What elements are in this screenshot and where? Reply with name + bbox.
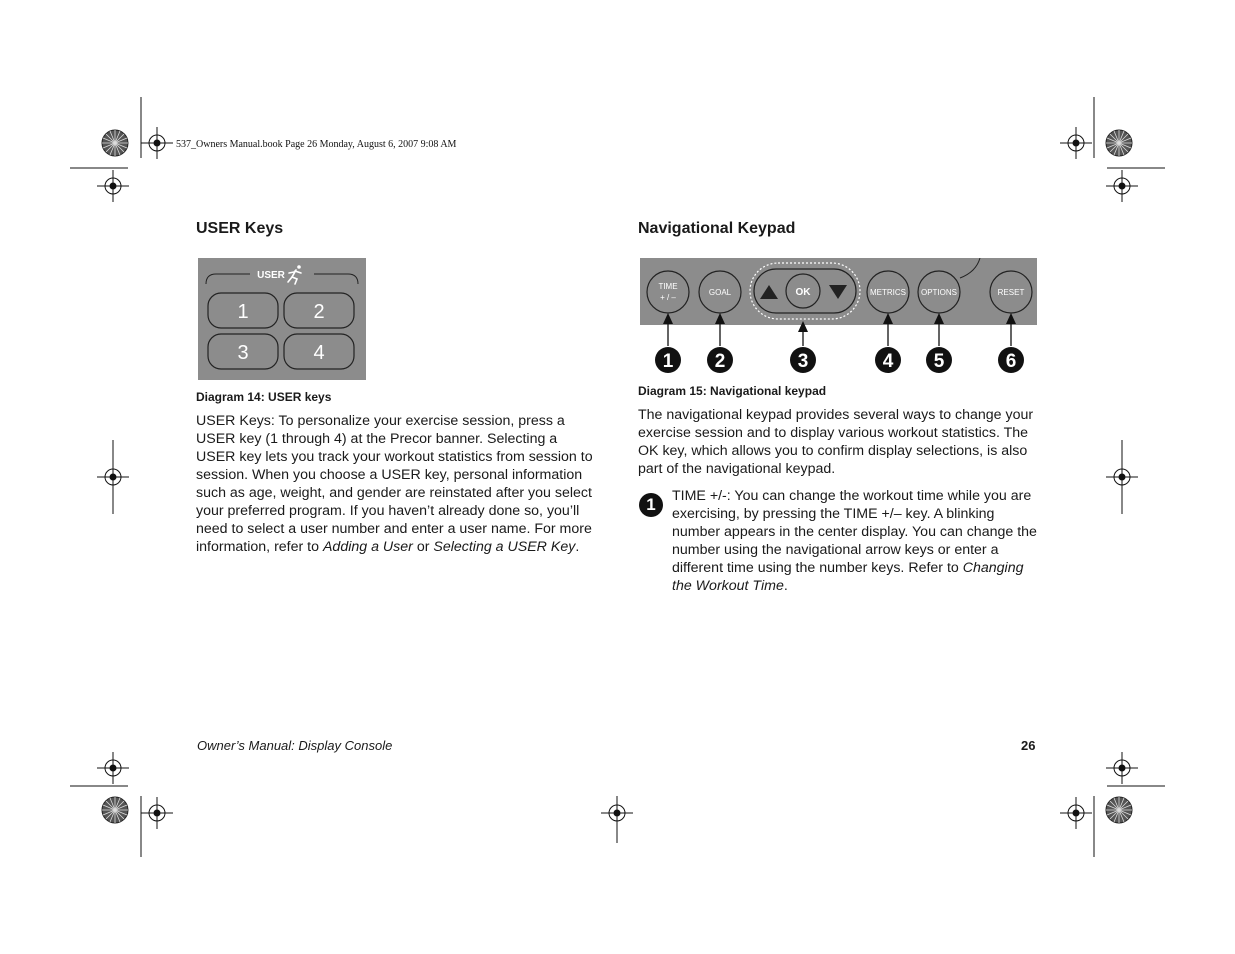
svg-text:OK: OK xyxy=(795,287,811,298)
svg-text:+ / –: + / – xyxy=(660,293,676,302)
user-keys-paragraph: USER Keys: To personalize your exercise session, press a USER key (1 through 4) at the Precor banner. Selecting a USER key lets you track your workout statistics from session to session. When you choose a USER key, personal information such as age, weight, and gender are reinstated after you select your preferred program. If you haven’t already done so, you’ll need to select a user number and enter a user name. For more information, refer to Adding a User or Selecting a USER Key. xyxy=(196,413,593,555)
page-number: 26 xyxy=(1021,738,1036,753)
user-banner-label: USER xyxy=(257,270,285,281)
link-selecting-a-user-key[interactable]: Selecting a USER Key xyxy=(433,539,576,555)
time-key-lead: TIME +/-: xyxy=(672,488,731,504)
svg-text:3: 3 xyxy=(237,342,249,364)
navigational-keypad-diagram xyxy=(640,258,1037,378)
link-adding-a-user[interactable]: Adding a User xyxy=(322,539,413,555)
navigational-intro-paragraph: The navigational keypad provides several ways to change your exercise session and to display various workout statistics. The OK key, which allows you to confirm display selections, is also part of the navigational keypad. xyxy=(638,407,1034,477)
diagram-14-caption: Diagram 14: USER keys xyxy=(196,390,332,404)
svg-text:4: 4 xyxy=(313,342,325,364)
user-keys-diagram xyxy=(198,258,366,380)
svg-text:6: 6 xyxy=(1005,351,1017,372)
item-1-number-badge: 1 xyxy=(639,493,663,517)
svg-text:GOAL: GOAL xyxy=(708,288,732,297)
svg-text:4: 4 xyxy=(882,351,894,372)
svg-text:5: 5 xyxy=(933,351,945,372)
svg-text:2: 2 xyxy=(313,301,325,323)
svg-text:OPTIONS: OPTIONS xyxy=(920,288,958,297)
svg-text:1: 1 xyxy=(237,301,249,323)
diagram-15-caption: Diagram 15: Navigational keypad xyxy=(638,384,827,398)
user-keys-lead: USER Keys: xyxy=(196,413,275,429)
file-info-header: 537_Owners Manual.book Page 26 Monday, August 6, 2007 9:08 AM xyxy=(176,139,457,150)
svg-text:METRICS: METRICS xyxy=(870,288,906,297)
link-changing-the-workout-time[interactable]: Changing the Workout Time xyxy=(672,560,1024,594)
svg-text:TIME: TIME xyxy=(658,282,678,291)
footer-manual-title: Owner’s Manual: Display Console xyxy=(197,738,393,753)
svg-text:3: 3 xyxy=(797,351,809,372)
time-key-paragraph: TIME +/-: You can change the workout time while you are exercising, by pressing the TIME +/– key. A blinking number appears in the center display. You can change the number using the navigational arrow keys or enter a different time using the number keys. Refer to Changing the Workout Time. xyxy=(672,488,1037,594)
svg-text:1: 1 xyxy=(662,351,674,372)
svg-text:2: 2 xyxy=(714,351,726,372)
navigational-keypad-heading: Navigational Keypad xyxy=(638,220,796,237)
user-keys-heading: USER Keys xyxy=(196,220,284,237)
svg-text:RESET: RESET xyxy=(997,288,1025,297)
